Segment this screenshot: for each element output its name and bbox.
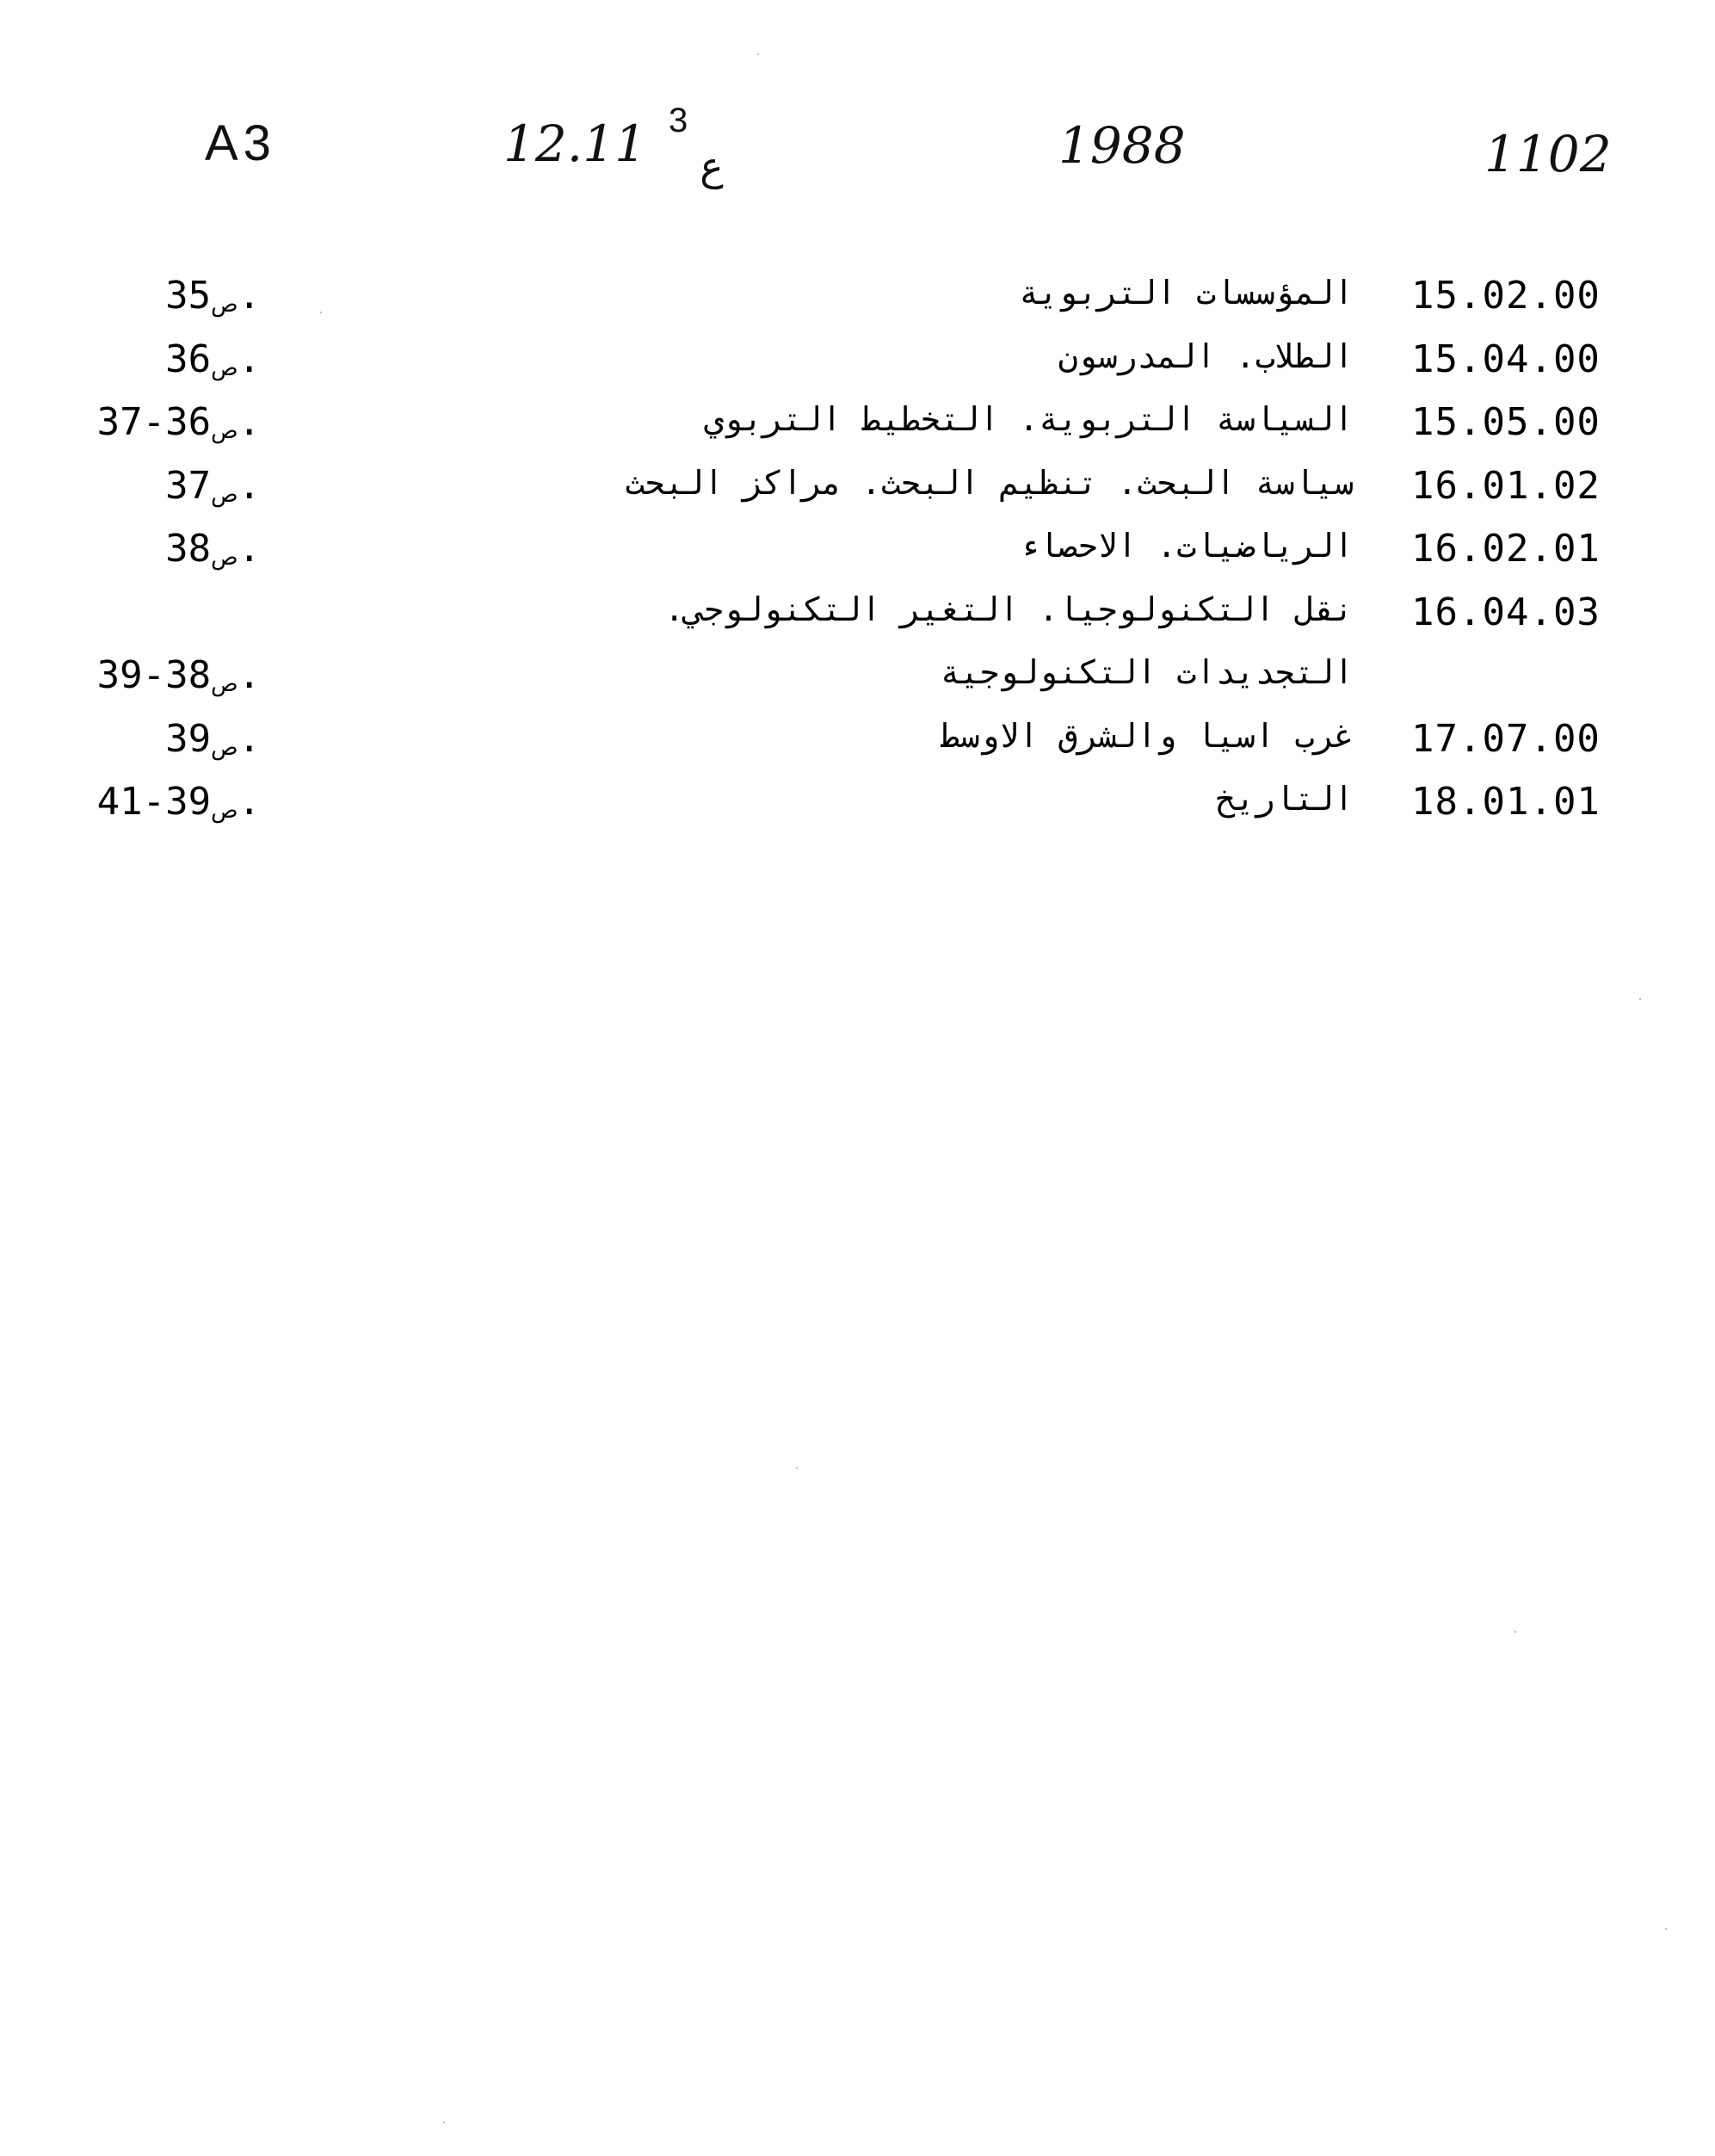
reference-ain: ع [700, 143, 724, 189]
page-number: 35. [165, 274, 261, 318]
entry-title: السياسة التربوية. التخطيط التربوي [704, 400, 1354, 438]
entry-code: 16.02.01 [1411, 527, 1601, 571]
entry-page [97, 780, 261, 824]
entry-code: 17.07.00 [1411, 716, 1601, 761]
index-row [0, 780, 1715, 843]
index-row [0, 590, 1715, 654]
entry-page [165, 337, 261, 381]
index-entries [0, 274, 1715, 843]
page-number: 36-37. [96, 400, 261, 444]
page-prefix: ص [211, 798, 238, 824]
entry-title: الطلاب. المدرسون [1058, 337, 1354, 375]
page-number: 38. [165, 527, 261, 571]
entry-code: 16.01.02 [1411, 463, 1601, 508]
handwritten-year: 1988 [1058, 116, 1186, 175]
entry-title: سياسة البحث. تنظيم البحث. مراكز البحث [625, 463, 1354, 502]
entry-title: نقل التكنولوجيا. التغير التكنولوجي. [664, 590, 1354, 628]
index-row [0, 653, 1715, 717]
entry-page [165, 464, 261, 508]
entry-title: الرياضيات. الاحصاء [1019, 527, 1354, 565]
page-prefix: ص [211, 418, 238, 444]
scan-speck [796, 1467, 798, 1469]
page-number: 38-39. [96, 653, 261, 697]
reference-superscript: 3 [669, 102, 688, 139]
entry-title: غرب اسيا والشرق الاوسط [940, 716, 1354, 755]
page-prefix: ص [211, 545, 238, 571]
handwritten-mark-a3: A3 [205, 115, 276, 171]
entry-code: 15.04.00 [1411, 337, 1601, 381]
page-number: 36. [165, 337, 261, 381]
entry-code: 16.04.03 [1411, 590, 1601, 634]
page-prefix: ص [211, 355, 238, 381]
entry-page [97, 400, 261, 444]
index-row [0, 527, 1715, 590]
page-number: 39-41. [96, 780, 261, 824]
scan-speck [1665, 1928, 1667, 1930]
scan-speck [1639, 998, 1641, 1000]
index-row [0, 717, 1715, 781]
page-prefix: ص [211, 481, 238, 508]
page-number: 37. [165, 463, 261, 508]
entry-page [165, 717, 261, 761]
scan-speck [320, 312, 322, 313]
index-row [0, 274, 1715, 337]
reference-number: 12.11 [503, 114, 647, 173]
page-prefix: ص [211, 671, 238, 697]
entry-code: 15.05.00 [1411, 400, 1601, 444]
page-prefix: ص [211, 292, 238, 318]
entry-page [97, 653, 261, 697]
entry-page [165, 274, 261, 318]
handwritten-number: 1102 [1484, 125, 1612, 183]
index-row [0, 337, 1715, 401]
entry-title: التجديدات التكنولوجية [940, 653, 1354, 691]
page-number: 39. [165, 716, 261, 761]
scan-speck [443, 2122, 445, 2123]
page-prefix: ص [211, 734, 238, 761]
scan-speck [757, 53, 759, 55]
handwritten-reference [503, 102, 724, 189]
index-row [0, 464, 1715, 528]
entry-title: التاريخ [1215, 780, 1354, 818]
entry-code: 15.02.00 [1411, 274, 1601, 318]
entry-code: 18.01.01 [1411, 780, 1601, 824]
entry-page [165, 527, 261, 571]
index-row [0, 400, 1715, 464]
scan-speck [1515, 1631, 1516, 1633]
entry-title: المؤسسات التربوية [1019, 274, 1354, 312]
